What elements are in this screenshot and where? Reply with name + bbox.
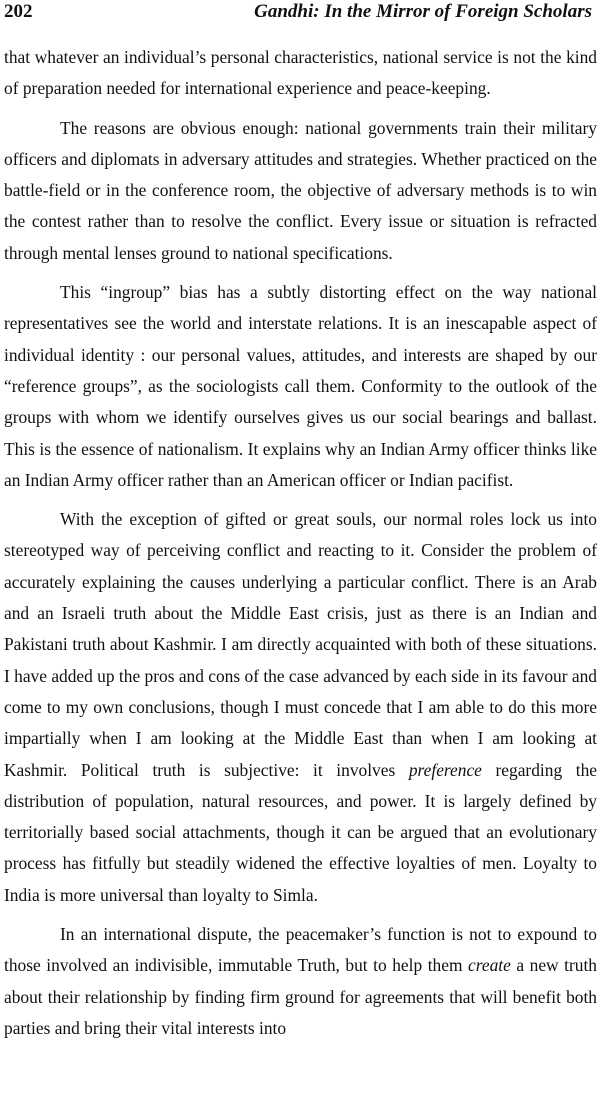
paragraph-4-text-after: regarding the distribution of population, natural resources, and power. It is largely defined by territorially based social attachments, though it can be argued that an evolutionary process has fitfully but steadily widened the effective loyalties of men. Loyalty to India is more universal than loyalty to Simla. [4, 759, 597, 905]
paragraph-5-text: In an international dispute, the peacemaker’s function is not to expound to those involved an indivisible, immutable Truth, but to help them [4, 924, 597, 976]
page-number: 202 [4, 1, 33, 22]
paragraph-5-emphasis: create [468, 955, 511, 976]
paragraph-1-text: that whatever an individual’s personal characteristics, national service is not the kind of preparation needed for international experience and peace-keeping. [4, 47, 597, 99]
paragraph-4 [4, 504, 597, 911]
running-header [4, 1, 596, 25]
paragraph-4-text: With the exception of gifted or great souls, our normal roles lock us into stereotyped way of perceiving conflict and reacting to it. Consider the problem of accurately explaining the causes underlying a particular conflict. There is an Arab and an Israeli truth about the Middle East crisis, just as there is an Indian and Pakistani truth about Kashmir. I am directly acquainted with both of these situations. I have added up the pros and cons of the case advanced by each side in its favour and come to my own conclusions, though I must concede that I am able to do this more impartially when I am looking at the Middle East than when I am looking at Kashmir. Political truth is subjective: it involves [4, 509, 597, 780]
paragraph-5-text-after: a new truth about their relationship by finding firm ground for agreements that will benefit both parties and bring their vital interests into [4, 955, 597, 1038]
paragraph-3 [4, 277, 597, 496]
paragraph-5 [4, 919, 597, 1044]
running-title: Gandhi: In the Mirror of Foreign Scholars [254, 1, 592, 22]
paragraph-1 [4, 42, 597, 105]
paragraph-4-emphasis: preference [408, 759, 482, 780]
paragraph-3-text: This “ingroup” bias has a subtly distorting effect on the way national representatives see the world and interstate relations. It is an inescapable aspect of individual identity : our personal values, attitudes, and interests are shaped by our “reference groups”, as the sociologists call them. Conformity to the outlook of the groups with whom we identify ourselves gives us our social bearings and ballast. This is the essence of nationalism. It explains why an Indian Army officer thinks like an Indian Army officer rather than an American officer or Indian pacifist. [4, 282, 597, 490]
body-text [4, 42, 597, 1052]
paragraph-2-text: The reasons are obvious enough: national governments train their military officers and diplomats in adversary attitudes and strategies. Whether practiced on the battle-field or in the conference room, the objective of adversary methods is to win the contest rather than to resolve the conflict. Every issue or situation is refracted through mental lenses ground to national specifications. [4, 117, 597, 263]
paragraph-2 [4, 113, 597, 269]
